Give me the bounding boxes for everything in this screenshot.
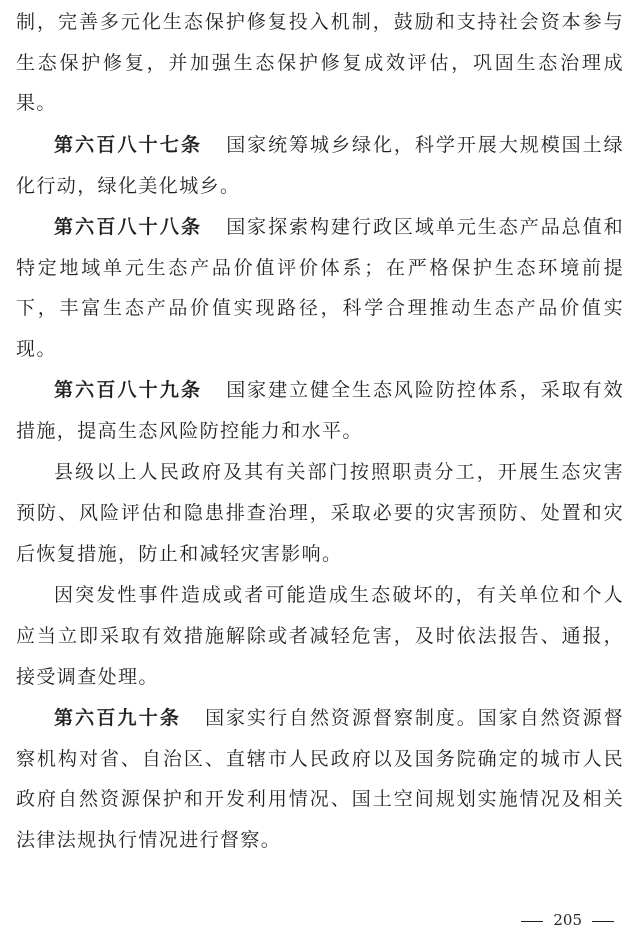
paragraph-text: 因突发性事件造成或者可能造成生态破坏的，有关单位和个人应当立即采取有效措施解除或者减轻危害，及时依法报告、通报，接受调查处理。 xyxy=(16,584,624,688)
article-number: 第六百八十九条 xyxy=(54,379,203,402)
paragraph-text: 国家探索构建行政区域单元生态产品总值和特定地域单元生态产品价值评价体系；在严格保护生态环境前提下，丰富生态产品价值实现路径，科学合理推动生态产品价值实现。 xyxy=(16,215,625,360)
page-number: 205 xyxy=(553,911,582,929)
paragraph-text: 县级以上人民政府及其有关部门按照职责分工，开展生态灾害预防、风险评估和隐患排查治理，采取必要的灾害预防、处置和灾后恢复措施，防止和减轻灾害影响。 xyxy=(16,461,624,565)
paragraph-text: 制，完善多元化生态保护修复投入机制，鼓励和支持社会资本参与生态保护修复，并加强生态保护修复成效评估，巩固生态治理成果。 xyxy=(16,11,624,115)
article-687 xyxy=(16,125,624,206)
article-number: 第六百九十条 xyxy=(54,707,182,730)
article-688 xyxy=(16,207,624,370)
footer-dash-right xyxy=(592,921,614,922)
article-689-paragraph-2 xyxy=(16,452,624,574)
article-number: 第六百八十七条 xyxy=(54,133,203,156)
article-689 xyxy=(16,370,624,451)
page-footer xyxy=(511,906,624,934)
article-690 xyxy=(16,698,624,861)
article-number: 第六百八十八条 xyxy=(54,215,203,238)
document-page xyxy=(16,0,624,861)
article-689-paragraph-3 xyxy=(16,575,624,697)
paragraph-text: 国家建立健全生态风险防控体系，采取有效措施，提高生态风险防控能力和水平。 xyxy=(16,379,625,443)
paragraph-text: 国家实行自然资源督察制度。国家自然资源督察机构对省、自治区、直辖市人民政府以及国务院确定的城市人民政府自然资源保护和开发利用情况、国土空间规划实施情况及相关法律法规执行情况进行督察。 xyxy=(16,707,624,852)
paragraph-text: 国家统筹城乡绿化，科学开展大规模国土绿化行动，绿化美化城乡。 xyxy=(16,133,625,197)
footer-dash-left xyxy=(521,921,543,922)
paragraph-continuation xyxy=(16,2,624,124)
